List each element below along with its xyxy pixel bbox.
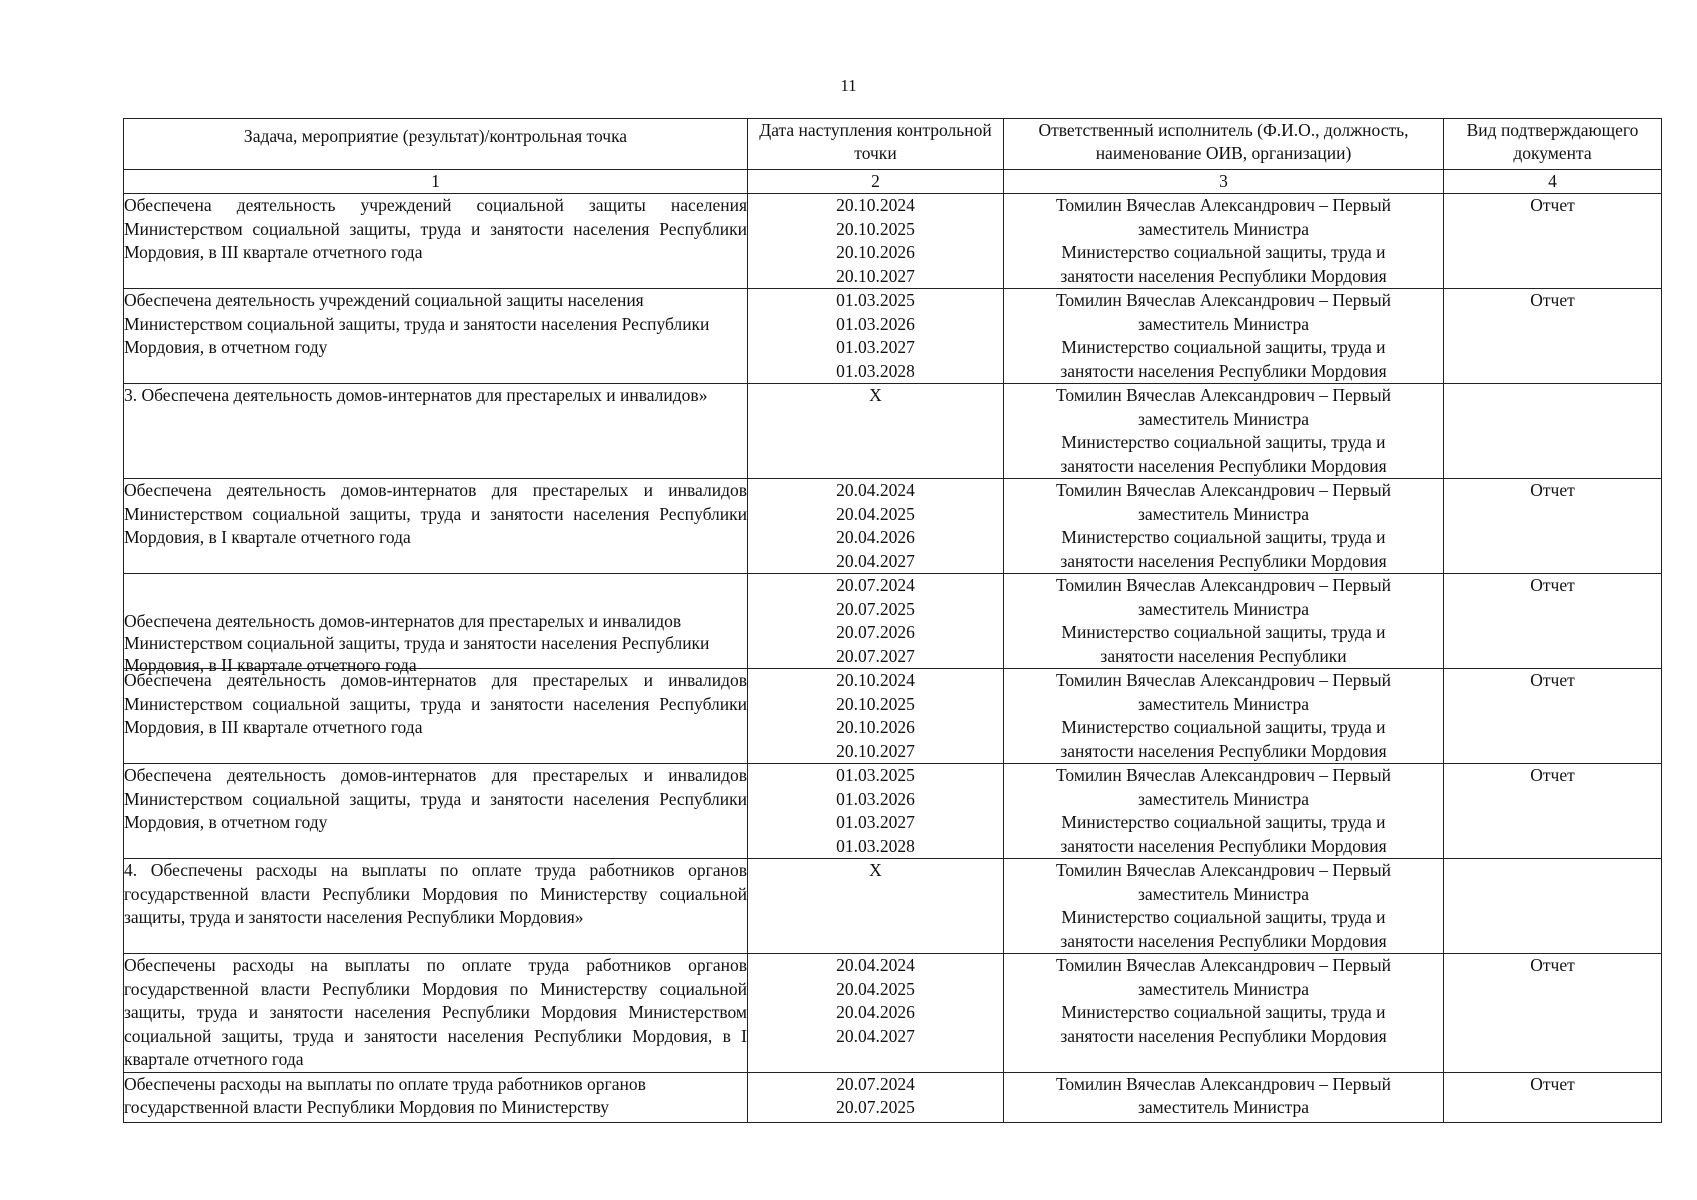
column-number: 1 <box>124 170 748 194</box>
header-responsible: Ответственный исполнитель (Ф.И.О., должность, наименование ОИВ, организации) <box>1004 119 1444 170</box>
table-row <box>124 1072 1662 1122</box>
document-cell <box>1444 384 1662 479</box>
task-cell: Обеспечена деятельность домов-интернатов для престарелых и инвалидов Министерством социальной защиты, труда и занятости населения Республики Мордовия, в III квартале отчетного года <box>124 669 748 764</box>
dates-cell <box>748 194 1004 289</box>
date: 20.07.2027 <box>836 645 915 666</box>
date: 20.04.2026 <box>836 527 915 547</box>
responsible-cell: Томилин Вячеслав Александрович – Первый заместитель Министра Министерство социальной защиты, труда и занятости населения Республики Мордовия <box>1004 384 1444 479</box>
dates-cell <box>748 954 1004 1073</box>
date: 20.10.2026 <box>836 717 915 737</box>
date: 20.04.2025 <box>836 503 915 524</box>
date: X <box>869 860 882 880</box>
date: 20.10.2025 <box>836 218 915 239</box>
document-cell: Отчет <box>1444 479 1662 574</box>
responsible-cell: Томилин Вячеслав Александрович – Первый заместитель Министра <box>1004 1072 1444 1122</box>
document-cell <box>1444 859 1662 954</box>
responsible-cell: Томилин Вячеслав Александрович – Первый заместитель Министра Министерство социальной защиты, труда и занятости населения Республики <box>1004 574 1444 669</box>
task-cell: Обеспечена деятельность домов-интернатов для престарелых и инвалидов Министерством социальной защиты, труда и занятости населения Республики Мордовия, в I квартале отчетного года <box>124 479 748 574</box>
responsible-cell: Томилин Вячеслав Александрович – Первый заместитель Министра Министерство социальной защиты, труда и занятости населения Республики Мордовия <box>1004 764 1444 859</box>
date: X <box>869 385 882 405</box>
column-number: 2 <box>748 170 1004 194</box>
responsible-cell: Томилин Вячеслав Александрович – Первый заместитель Министра Министерство социальной защиты, труда и занятости населения Республики Мордовия <box>1004 859 1444 954</box>
date: 20.04.2024 <box>836 955 915 975</box>
date: 20.07.2025 <box>836 1097 915 1117</box>
date: 01.03.2028 <box>836 360 915 381</box>
table-row <box>124 859 1662 954</box>
date: 20.07.2024 <box>836 575 915 595</box>
responsible-cell: Томилин Вячеслав Александрович – Первый заместитель Министра Министерство социальной защиты, труда и занятости населения Республики Мордовия <box>1004 479 1444 574</box>
header-row <box>124 119 1662 170</box>
date: 01.03.2026 <box>836 788 915 809</box>
date: 20.10.2026 <box>836 242 915 262</box>
task-cell: Обеспечены расходы на выплаты по оплате труда работников органов государственной власти Республики Мордовия по Министерству <box>124 1072 748 1122</box>
column-number: 4 <box>1444 170 1662 194</box>
header-date: Дата наступления контрольной точки <box>748 119 1004 170</box>
dates-cell <box>748 384 1004 479</box>
dates-cell <box>748 859 1004 954</box>
task-cell: Обеспечена деятельность домов-интернатов для престарелых и инвалидов Министерством социальной защиты, труда и занятости населения Республики Мордовия, в отчетном году <box>124 764 748 859</box>
date: 20.04.2024 <box>836 480 915 500</box>
page-number: 11 <box>840 76 857 95</box>
table-row <box>124 764 1662 859</box>
dates-cell <box>748 479 1004 574</box>
date: 01.03.2028 <box>836 835 915 856</box>
header-task: Задача, мероприятие (результат)/контрольная точка <box>124 119 748 170</box>
date: 20.10.2025 <box>836 693 915 714</box>
date: 20.10.2024 <box>836 195 915 215</box>
table-row <box>124 954 1662 1073</box>
date: 20.04.2025 <box>836 978 915 999</box>
document-cell: Отчет <box>1444 669 1662 764</box>
date: 01.03.2026 <box>836 313 915 334</box>
table-row <box>124 194 1662 289</box>
document-cell: Отчет <box>1444 194 1662 289</box>
task-cell: Обеспечена деятельность домов-интернатов для престарелых и инвалидов Министерством социальной защиты, труда и занятости населения Республики Мордовия, в II квартале отчетного года <box>124 574 748 669</box>
document-cell: Отчет <box>1444 1072 1662 1122</box>
date: 01.03.2025 <box>836 765 915 785</box>
dates-cell <box>748 574 1004 669</box>
task-cell: 4. Обеспечены расходы на выплаты по оплате труда работников органов государственной власти Республики Мордовия по Министерству социальной защиты, труда и занятости населения Республики Мордовия» <box>124 859 748 954</box>
date: 20.04.2026 <box>836 1002 915 1022</box>
responsible-cell: Томилин Вячеслав Александрович – Первый заместитель Министра Министерство социальной защиты, труда и занятости населения Республики Мордовия <box>1004 669 1444 764</box>
table-row <box>124 479 1662 574</box>
task-cell: 3. Обеспечена деятельность домов-интернатов для престарелых и инвалидов» <box>124 384 748 479</box>
document-cell: Отчет <box>1444 289 1662 384</box>
table-row <box>124 384 1662 479</box>
date: 01.03.2025 <box>836 290 915 310</box>
responsible-cell: Томилин Вячеслав Александрович – Первый заместитель Министра Министерство социальной защиты, труда и занятости населения Республики Мордовия <box>1004 954 1444 1073</box>
task-cell: Обеспечена деятельность учреждений социальной защиты населения Министерством социальной защиты, труда и занятости населения Республики Мордовия, в III квартале отчетного года <box>124 194 748 289</box>
responsible-cell: Томилин Вячеслав Александрович – Первый заместитель Министра Министерство социальной защиты, труда и занятости населения Республики Мордовия <box>1004 194 1444 289</box>
date: 20.10.2027 <box>836 740 915 761</box>
header-document: Вид подтверждающего документа <box>1444 119 1662 170</box>
date: 20.07.2026 <box>836 622 915 642</box>
task-cell: Обеспечена деятельность учреждений социальной защиты населения Министерством социальной защиты, труда и занятости населения Республики Мордовия, в отчетном году <box>124 289 748 384</box>
document-cell: Отчет <box>1444 574 1662 669</box>
table-row <box>124 574 1662 669</box>
document-cell: Отчет <box>1444 764 1662 859</box>
date: 20.04.2027 <box>836 550 915 571</box>
responsible-cell: Томилин Вячеслав Александрович – Первый заместитель Министра Министерство социальной защиты, труда и занятости населения Республики Мордовия <box>1004 289 1444 384</box>
dates-cell <box>748 1072 1004 1122</box>
date: 20.07.2024 <box>836 1073 915 1094</box>
column-number: 3 <box>1004 170 1444 194</box>
date: 20.10.2024 <box>836 670 915 690</box>
date: 01.03.2027 <box>836 812 915 832</box>
date: 20.10.2027 <box>836 265 915 286</box>
column-number-row <box>124 170 1662 194</box>
dates-cell <box>748 289 1004 384</box>
table-row <box>124 289 1662 384</box>
document-cell: Отчет <box>1444 954 1662 1073</box>
dates-cell <box>748 669 1004 764</box>
dates-cell <box>748 764 1004 859</box>
date: 20.07.2025 <box>836 598 915 619</box>
table-row <box>124 669 1662 764</box>
date: 01.03.2027 <box>836 337 915 357</box>
control-points-table <box>123 118 1662 1123</box>
task-cell: Обеспечены расходы на выплаты по оплате труда работников органов государственной власти Республики Мордовия по Министерству социальной защиты, труда и занятости населения Республики Мордовия Министерством социальной защиты, труда и занятости населения Республики Мордовия, в I квартале отчетного года <box>124 954 748 1073</box>
date: 20.04.2027 <box>836 1025 915 1046</box>
